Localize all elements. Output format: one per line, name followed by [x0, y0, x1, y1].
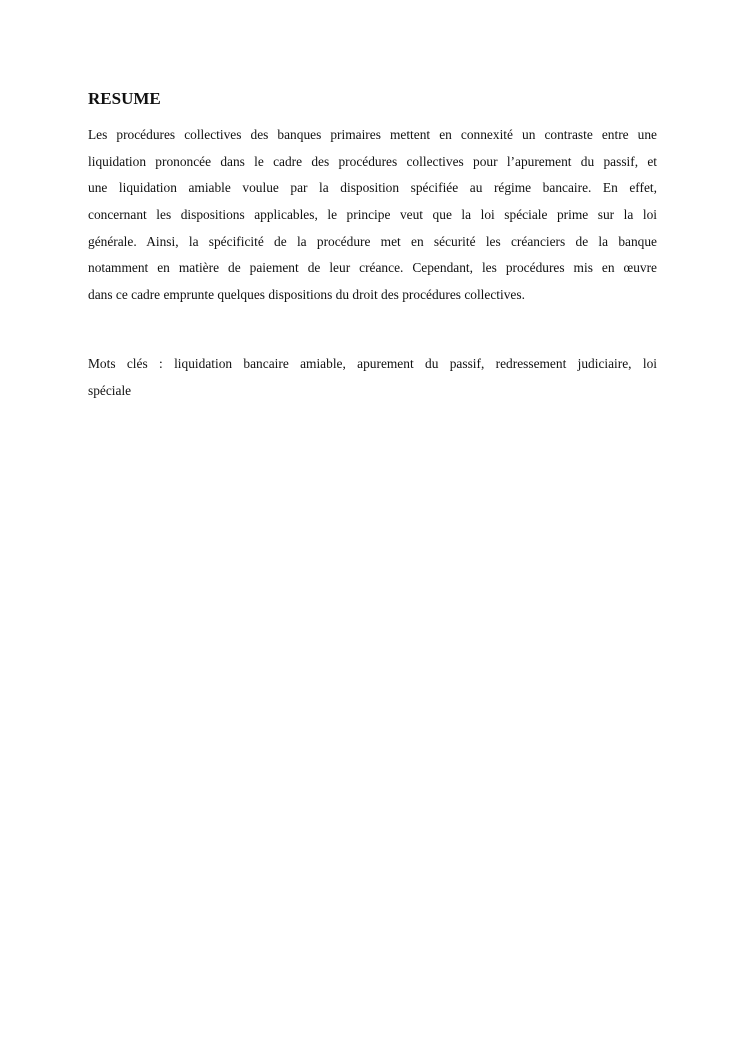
- abstract-line: Les procédures collectives des banques primaires mettent en connexité un contraste entre une: [88, 127, 657, 142]
- keywords-paragraph: [88, 351, 657, 404]
- keywords-line: spéciale: [88, 382, 132, 398]
- abstract-line: générale. Ainsi, la spécificité de la procédure met en sécurité les créanciers de la banque: [88, 233, 657, 249]
- keywords-line: Mots clés : liquidation bancaire amiable, apurement du passif, redressement judiciaire, loi: [88, 356, 657, 371]
- abstract-line: concernant les dispositions applicables, le principe veut que la loi spéciale prime sur la loi: [88, 207, 657, 223]
- abstract-line: notamment en matière de paiement de leur créance. Cependant, les procédures mis en œuvre: [88, 260, 657, 276]
- abstract-line: une liquidation amiable voulue par la disposition spécifiée au régime bancaire. En effet,: [88, 180, 657, 196]
- section-heading: RESUME: [88, 89, 161, 108]
- abstract-line: dans ce cadre emprunte quelques dispositions du droit des procédures collectives.: [88, 287, 525, 303]
- abstract-line: liquidation prononcée dans le cadre des procédures collectives pour l’apurement du passif, et: [88, 153, 657, 169]
- abstract-paragraph: [88, 122, 657, 309]
